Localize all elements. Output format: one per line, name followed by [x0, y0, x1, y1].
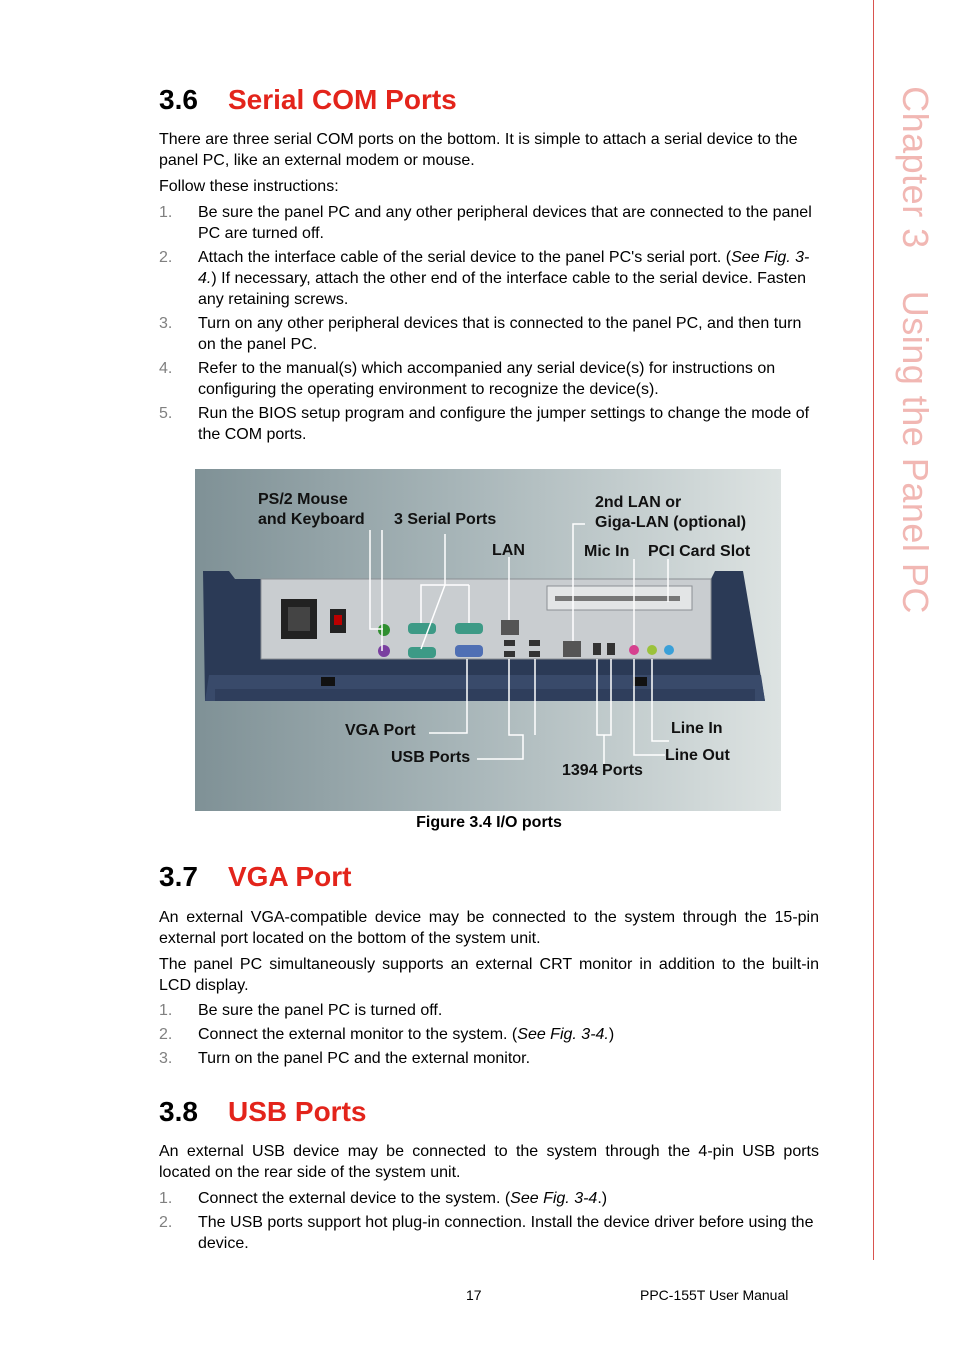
section-title: Serial COM Ports: [228, 84, 457, 115]
list-item: [159, 1048, 819, 1069]
label-2nd-lan: 2nd LAN or Giga-LAN (optional): [595, 494, 747, 531]
list-text: .): [597, 1190, 608, 1207]
label-1394-ports: 1394 Ports: [562, 762, 643, 779]
list-item: [159, 247, 819, 310]
label-ps2-mouse-keyboard: PS/2 Mouse and Keyboard: [258, 491, 365, 528]
label-pci-card-slot: PCI Card Slot: [648, 543, 751, 560]
section-number: 3.7: [159, 861, 198, 892]
section-heading-3-8: [159, 1094, 366, 1130]
list-text: Turn on the panel PC and the external monitor.: [198, 1050, 531, 1067]
list-item: [159, 1188, 819, 1209]
list-text: Attach the interface cable of the serial device to the panel PC's serial port. (: [198, 249, 732, 266]
paragraph: An external USB device may be connected to the system through the 4-pin USB ports located on the rear side of the system unit.: [159, 1143, 819, 1181]
section-number: 3.8: [159, 1096, 198, 1127]
list-number: 1.: [159, 204, 173, 221]
list-text: The USB ports support hot plug-in connection. Install the device driver before using the device.: [198, 1214, 814, 1252]
list-number: 2.: [159, 1026, 173, 1043]
list-number: 2.: [159, 249, 173, 266]
list-item: [159, 313, 819, 355]
list-text: ) If necessary, attach the other end of the interface cable to the serial device. Fasten any retaining screws.: [198, 270, 807, 308]
io-ports-figure: [195, 469, 781, 811]
manual-title: PPC-155T User Manual: [640, 1287, 789, 1303]
instruction-list: [159, 202, 819, 445]
list-item: [159, 403, 819, 445]
list-number: 3.: [159, 1050, 173, 1067]
list-item: [159, 1212, 819, 1254]
list-item: [159, 1024, 819, 1045]
list-text: Refer to the manual(s) which accompanied any serial device(s) for instructions on configuring the operating environment to recognize the device(s).: [198, 360, 776, 398]
paragraph: An external VGA-compatible device may be connected to the system through the 15-pin external port located on the bottom of the system unit.: [159, 909, 819, 947]
section-3-8-body: [159, 1141, 819, 1257]
figure-reference: See Fig. 3-4.: [517, 1026, 609, 1043]
label-vga-port: VGA Port: [345, 722, 416, 739]
figure-reference: See Fig. 3-4: [510, 1190, 598, 1207]
list-number: 2.: [159, 1214, 173, 1231]
chapter-side-rule: [873, 0, 874, 1260]
chapter-side-tab-text: Chapter 3 Using the Panel PC: [895, 86, 936, 614]
list-item: [159, 202, 819, 244]
section-heading-3-7: [159, 859, 351, 895]
label-lan: LAN: [492, 542, 525, 559]
list-number: 4.: [159, 360, 173, 377]
list-number: 3.: [159, 315, 173, 332]
list-text: Be sure the panel PC is turned off.: [198, 1002, 443, 1019]
section-3-6-body: [159, 129, 819, 448]
label-line-out: Line Out: [665, 747, 730, 764]
list-text: Run the BIOS setup program and configure the jumper settings to change the mode of the COM ports.: [198, 405, 810, 443]
section-number: 3.6: [159, 84, 198, 115]
list-text: ): [608, 1026, 615, 1043]
page-number: 17: [466, 1287, 482, 1303]
section-title: USB Ports: [228, 1096, 367, 1127]
list-text: Connect the external monitor to the system. (: [198, 1026, 518, 1043]
label-mic-in: Mic In: [584, 543, 630, 560]
figure-reference: See Fig. 3-4.: [198, 249, 810, 287]
paragraph: The panel PC simultaneously supports an external CRT monitor in addition to the built-in LCD display.: [159, 956, 819, 994]
label-usb-ports: USB Ports: [391, 749, 471, 766]
label-serial-ports: 3 Serial Ports: [394, 511, 497, 528]
label-line-in: Line In: [671, 720, 723, 737]
paragraph: Follow these instructions:: [159, 178, 339, 195]
list-text: Be sure the panel PC and any other peripheral devices that are connected to the panel PC are turned off.: [198, 204, 812, 242]
chapter-side-tab: [880, 70, 950, 630]
list-number: 1.: [159, 1002, 173, 1019]
paragraph: There are three serial COM ports on the bottom. It is simple to attach a serial device to the panel PC, like an external modem or mouse.: [159, 131, 798, 169]
section-heading-3-6: [159, 82, 457, 118]
instruction-list: [159, 1188, 819, 1254]
instruction-list: [159, 1000, 819, 1069]
section-3-7-body: [159, 907, 819, 1072]
figure-caption: Figure 3.4 I/O ports: [416, 814, 562, 831]
section-title: VGA Port: [228, 861, 352, 892]
list-number: 1.: [159, 1190, 173, 1207]
list-number: 5.: [159, 405, 173, 422]
list-item: [159, 358, 819, 400]
list-text: Connect the external device to the system. (: [198, 1190, 511, 1207]
list-item: [159, 1000, 819, 1021]
list-text: Turn on any other peripheral devices that is connected to the panel PC, and then turn on the panel PC.: [198, 315, 802, 353]
